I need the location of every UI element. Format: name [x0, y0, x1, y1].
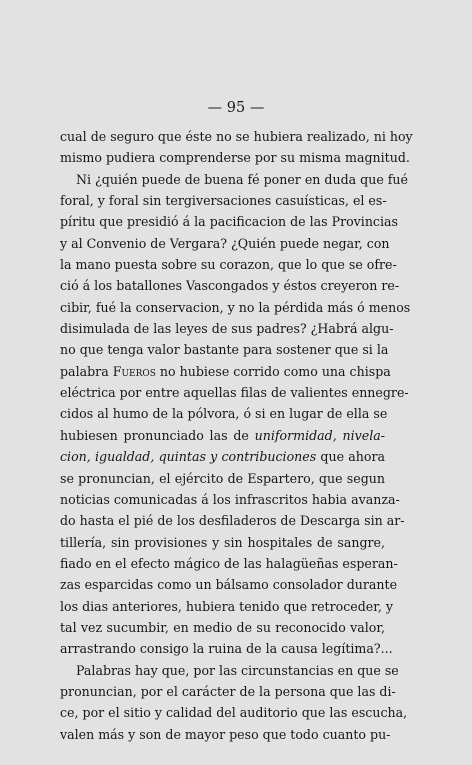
text-line: ce, por el sitio y calidad del auditorio que las escucha,	[60, 705, 408, 721]
text-line: foral, y foral sin tergiversaciones casuísticas, el es-	[60, 193, 387, 209]
text-line: pronuncian, por el carácter de la persona que las di-	[60, 683, 396, 699]
text-line: zas esparcidas como un bálsamo consolador durante	[60, 577, 398, 593]
italic-phrase: cion, igualdad, quintas y contribuciones	[60, 449, 317, 465]
text-line: fiado en el efecto mágico de las halagüeñas esperan-	[60, 555, 398, 571]
text-segment: hubiesen pronunciado las de	[60, 427, 255, 443]
text-line: cidos al humo de la pólvora, ó si en lugar de ella se	[60, 406, 388, 422]
text-line: tal vez sucumbir, en medio de su reconocido valor,	[60, 619, 385, 635]
text-segment: palabra	[60, 363, 113, 379]
text-line: los dias anteriores, hubiera tenido que retroceder, y	[60, 598, 393, 614]
text-line: arrastrando consigo la ruina de la causa legítima?...	[60, 641, 393, 657]
text-line: la mano puesta sobre su corazon, que lo que se ofre-	[60, 257, 397, 273]
text-line: se pronuncian, el ejército de Espartero, que segun	[60, 470, 385, 486]
page-number: — 95 —	[207, 100, 265, 116]
text-line	[60, 425, 385, 446]
body-text	[60, 126, 413, 745]
text-line: ció á los batallones Vascongados y éstos creyeron re-	[60, 278, 400, 294]
text-line: noticias comunicadas á los infrascritos habia avanza-	[60, 491, 400, 507]
text-segment: no hubiese corrido como una chispa	[155, 363, 391, 379]
text-line: Palabras hay que, por las circunstancias en que se	[76, 662, 399, 678]
text-line: do hasta el pié de los desfiladeros de Descarga sin ar-	[60, 513, 405, 529]
text-line	[60, 361, 391, 382]
text-line: mismo pudiera comprenderse por su misma magnitud.	[60, 150, 410, 166]
text-line: cual de seguro que éste no se hubiera realizado, ni hoy	[60, 129, 413, 144]
text-line: tillería, sin provisiones y sin hospitales de sangre,	[60, 534, 385, 550]
text-line	[60, 446, 385, 467]
text-line: cibir, fué la conservacion, y no la pérdida más ó menos	[60, 299, 411, 315]
text-line: eléctrica por entre aquellas filas de valientes ennegre-	[60, 385, 409, 401]
text-line: valen más y son de mayor peso que todo cuanto pu-	[60, 726, 391, 742]
text-line: y al Convenio de Vergara? ¿Quién puede negar, con	[60, 235, 390, 251]
text-line: píritu que presidió á la pacificacion de las Provincias	[60, 214, 398, 230]
emphasis-word: Fueros	[112, 363, 156, 379]
text-line: disimulada de las leyes de sus padres? ¿Habrá algu-	[60, 321, 394, 337]
text-segment: que ahora	[316, 449, 385, 465]
text-line: no que tenga valor bastante para sostener que si la	[60, 342, 389, 358]
italic-phrase: uniformidad, nivela-	[254, 427, 385, 443]
text-line: Ni ¿quién puede de buena fé poner en duda que fué	[76, 171, 408, 187]
